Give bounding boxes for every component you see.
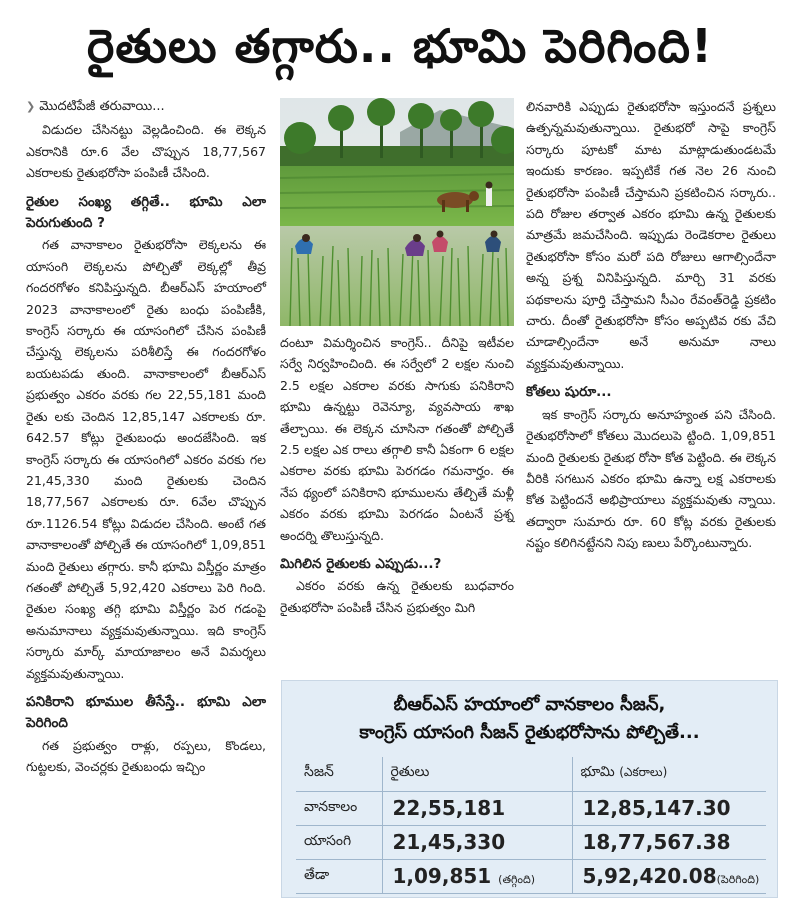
continuation-note: ❯ మొదటిపేజీ తరువాయి... [26,99,165,114]
subheading-useless-land: పనికిరాని భూముల తీసేస్తే.. భూమి ఎలా పెరిగింది [26,693,266,732]
paragraph: గత ప్రభుత్వం రాళ్లు, రప్పలు, కొండలు, గుట్టలకు, వెంచర్లకు రైతుబంధు ఇచ్చిం [26,737,266,775]
column-2 [280,332,514,618]
table-row: తేడా 1,09,851 (తగ్గింది) 5,92,420.08(పెరిగింది) [296,859,766,893]
subheading-farmers-decline: రైతుల సంఖ్య తగ్గితే.. భూమి ఎలా పెరుగుతుంది ? [26,193,266,232]
paragraph: గత వానాకాలం రైతుభరోసా లెక్కలను ఈ యాసంగి లెక్కలను పోల్చితో లెక్కల్లో తీవ్ర గందరగోళం కనిపిస్తున్నది. బీఆర్ఎస్ హయాంలో 2023 వానాకాలంలో రైతు బంధు పంపిణీకి, కాంగ్రెస్ సర్కారు ఈ యాసంగిలో చేసిన పంపిణీ చేస్తున్న లెక్కలను పరిశీలిస్తే ఈ గందరగోళం బయటపడు తుంది. వానాకాలంలో బీఆర్ఎస్ ప్రభుత్వం ఎకరం వరకు గల 22,55,181 మంది రైతు లకు చెందిన 12,85,147 ఎకరాలకు రూ. 642.57 కోట్లు రైతుబంధు అందజేసింది. ఇక కాంగ్రెస్ సర్కారు ఈ యాసంగిలో ఎకరం వరకు గల 21,45,330 మంది రైతులకు చెందిన 18,77,567 ఎకరాలకు రూ. 6వేల చొప్పున రూ.1126.54 కోట్లు విడుదల చేసింది. అంటే గత వానాకాలంతో పోల్చితే ఈ యాసంగిలో 1,09,851 మంది రైతులు తగ్గారు. కానీ భూమి విస్తీర్ణం మాత్రం గతంతో పోల్చితే 5,92,420 ఎకరాలు పెరి గింది. రైతుల సంఖ్య తగ్గి భూమి విస్తీర్ణం పెర గడంపై అనుమానాలు వ్యక్తమవుతున్నాయి. ఇది కాంగ్రెస్ సర్కారు మార్క్ మాయాజాలం అనే విమర్శలు వ్యక్తమవుతున్నాయి. [26,237,266,681]
subheading-cuts-begin: కోతలు షురూ... [526,384,612,401]
column-header-farmers: రైతులు [382,757,572,791]
paragraph: దంటూ విమర్శించిన కాంగ్రెస్.. దీనిపై ఇటీవల సర్వే నిర్వహించింది. ఈ సర్వేలో 2 లక్షల నుంచి 2.5 లక్షల ఎకరాల వరకు సాగుకు పనికిరాని భూమి ఉన్నట్టు రెవెన్యూ, వ్యవసాయ శాఖ తేల్చాయి. ఈ లెక్కన చూసినా గతంతో పోల్చితే 2.5 లక్షల ఎక రాలు తగ్గాలి కానీ ఏకంగా 6 లక్షల ఎకరాల వరకు భూమి పెరగడం గమనార్హం. ఈ నేప థ్యంలో పనికిరాని భూములను తేల్చితే మళ్లీ ఎకరం వరకు భూమి పెరగడం ఏంటనే ప్రశ్న అందర్ని తొలుస్తున్నది. [280,335,514,543]
column-3 [526,96,776,554]
paddy-field-photo [280,98,514,326]
comparison-table [296,757,766,894]
table-row: యాసంగి 21,45,330 18,77,567.38 [296,825,766,859]
lead-paragraph: విడుదల చేసినట్టు వెల్లడించింది. ఈ లెక్కన ఎకరానికి రూ.6 వేల చొప్పున 18,77,567 ఎకరాలకు రైతుభరోసా పంపిణీ చేసింది. [26,122,266,181]
comparison-box [281,680,778,898]
table-row: వానకాలం 22,55,181 12,85,147.30 [296,791,766,825]
column-header-land: భూమి (ఎకరాలు) [572,757,766,791]
paragraph: ఇక కాంగ్రెస్ సర్కారు అనూహ్యంత పని చేసింది. రైతుభరోసాలో కోతలు మొదలుపె ట్టింది. 1,09,851 మంది రైతులకు రైతుభ రోసా కోత పెట్టింది. ఈ లెక్కన వీరికి సగటున ఎకరం భూమి ఉన్నా లక్ష ఎకరాలకు కోత పెట్టిందనే అభిప్రాయాలు వ్యక్తమవుతు న్నాయి. తద్వారా సుమారు రూ. 60 కోట్ల వరకు రైతులకు నష్టం కలిగినట్టేనని నిపు ణులు పేర్కొంటున్నారు. [526,406,776,551]
paragraph: ఎకరం వరకు ఉన్న రైతులకు బుధవారం రైతుభరోసా పంపిణీ చేసిన ప్రభుత్వం మిగి [280,578,514,615]
table-header-row [296,757,766,791]
subheading-remaining-farmers: మిగిలిన రైతులకు ఎప్పుడు...? [280,556,442,573]
paddy-field-illustration [280,98,514,326]
chevron-right-icon: ❯ [26,100,36,113]
column-header-season: సీజన్ [296,757,382,791]
headline: రైతులు తగ్గారు.. భూమి పెరిగింది! [87,19,713,73]
column-1 [26,96,266,778]
comparison-box-title: బీఆర్ఎస్ హయాంలో వానకాలం సీజన్, కాంగ్రెస్ యాసంగి సీజన్ రైతుభరోసాను పోల్చితే... [359,694,700,743]
paragraph: లినవారికి ఎప్పుడు రైతుభరోసా ఇస్తుందనే ప్రశ్నలు ఉత్పన్నమవుతున్నాయి. రైతుభరో సాపై కాంగ్రెస్ సర్కారు పూటకో మాట మాట్లాడుతుండటమే ఇందుకు కారణం. ఇప్పటికే గత నెల 26 నుంచి రైతుభరోసా పంపిణీ చేస్తామని ప్రకటించిన సర్కారు.. పది రోజుల తర్వాత ఎకరం భూమి ఉన్న రైతులకు మాత్రమే జమచేసింది. ఇప్పుడు రెండెకరాల రైతులు రైతుభరోసా కోసం మరో పది రోజులు ఆగాల్సిందేనా అన్న ప్రశ్న వినిపిస్తున్నది. మార్చి 31 వరకు పథకాలను పూర్తి చేస్తామని సీఎం రేవంత్‌రెడ్డి ప్రకటిం చారు. దీంతో రైతుభరోసా కోసం అప్పటివ రకు వేచి చూడాల్సిందేనా అనే అనుమా నాలు వ్యక్తమవుతున్నాయి. [526,99,776,371]
